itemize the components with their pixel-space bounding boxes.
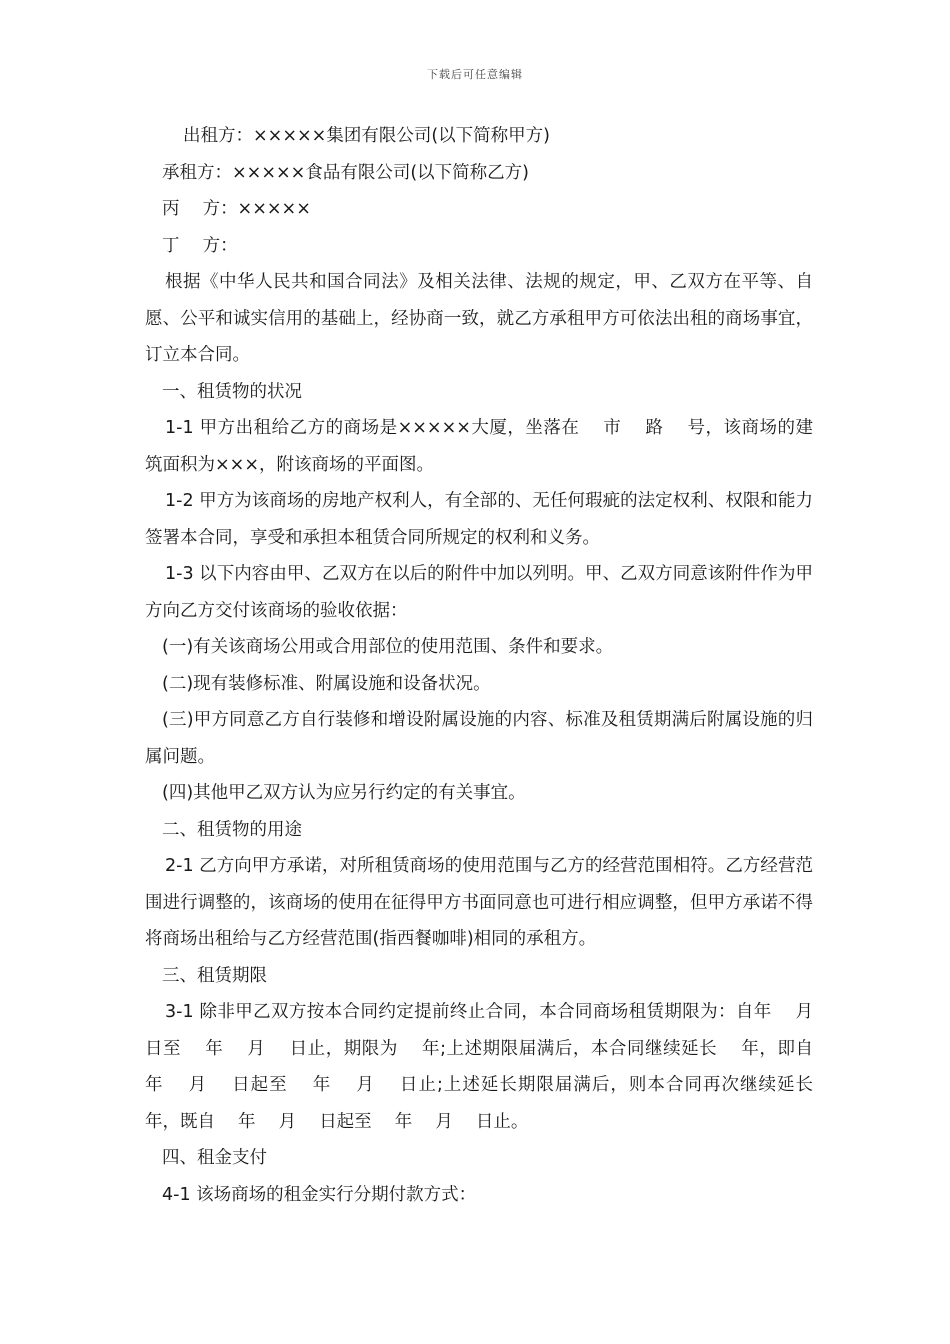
section-heading-3: 三、租赁期限 xyxy=(162,965,267,986)
preamble-paragraph: 根据《中华人民共和国合同法》及相关法律、法规的规定，甲、乙双方在平等、自愿、公平和诚实信用的基础上，经协商一致，就乙方承租甲方可依法出租的商场事宜，订立本合同。 xyxy=(145,272,813,365)
header-note: 下载后可任意编辑 xyxy=(427,68,523,81)
clause-1-1: 1-1 甲方出租给乙方的商场是×××××大厦，坐落在 市 路 号，该商场的建筑面积为×××，附该商场的平面图。 xyxy=(145,418,813,475)
list-item-2: (二)现有装修标准、附属设施和设备状况。 xyxy=(162,673,491,694)
lessee-line: 承租方：×××××食品有限公司(以下简称乙方) xyxy=(162,162,529,183)
clause-3-1: 3-1 除非甲乙双方按本合同约定提前终止合同，本合同商场租赁期限为：自年 月 日至 年 月 日止，期限为 年;上述期限届满后，本合同继续延长 年，即自 年 月 日起至 年 月 日止;上述延长期限届满后，则本合同再次继续延长 年，既自 年 月 日起至 年 月 日止。 xyxy=(145,1002,854,1132)
contract-body xyxy=(145,118,854,1213)
clause-4-1: 4-1 该场商场的租金实行分期付款方式： xyxy=(162,1184,477,1205)
party-d-line: 丁 方： xyxy=(162,235,238,256)
list-item-1: (一)有关该商场公用或合用部位的使用范围、条件和要求。 xyxy=(162,637,614,657)
section-heading-4: 四、租金支付 xyxy=(162,1148,267,1168)
section-heading-2: 二、租赁物的用途 xyxy=(162,819,302,840)
clause-2-1: 2-1 乙方向甲方承诺，对所租赁商场的使用范围与乙方的经营范围相符。乙方经营范围进行调整的，该商场的使用在征得甲方书面同意也可进行相应调整，但甲方承诺不得将商场出租给与乙方经营范围(指西餐咖啡)相同的承租方。 xyxy=(145,856,813,949)
section-heading-1: 一、租赁物的状况 xyxy=(162,381,302,402)
lessor-line: 出租方：×××××集团有限公司(以下简称甲方) xyxy=(183,126,550,146)
clause-1-2: 1-2 甲方为该商场的房地产权利人，有全部的、无任何瑕疵的法定权利、权限和能力签署本合同，享受和承担本租赁合同所规定的权利和义务。 xyxy=(145,491,813,548)
clause-1-3: 1-3 以下内容由甲、乙双方在以后的附件中加以列明。甲、乙双方同意该附件作为甲方向乙方交付该商场的验收依据： xyxy=(145,564,813,621)
list-item-4: (四)其他甲乙双方认为应另行约定的有关事宜。 xyxy=(162,783,526,803)
list-item-3: (三)甲方同意乙方自行装修和增设附属设施的内容、标准及租赁期满后附属设施的归属问题。 xyxy=(145,710,813,767)
party-c-line: 丙 方：××××× xyxy=(162,199,311,219)
